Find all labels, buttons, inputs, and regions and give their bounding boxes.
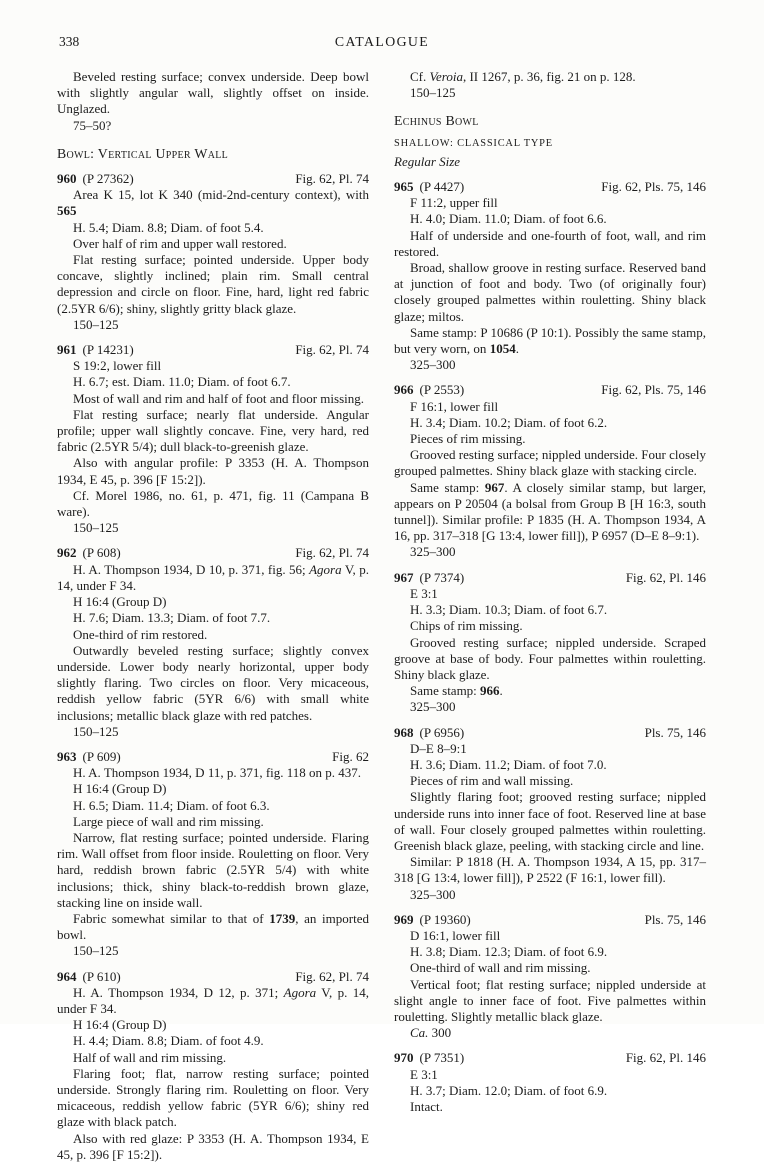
text-segment: . — [499, 683, 503, 699]
text-segment: Large piece of wall and rim missing. — [73, 813, 264, 829]
entry-paragraph — [394, 618, 706, 634]
entry-paragraph — [57, 911, 369, 943]
text-segment: 150–125 — [73, 316, 119, 332]
text-segment: Intact. — [410, 1098, 443, 1114]
text-segment: H. A. Thompson 1934, D 11, p. 371, fig. 118 on p. 437. — [73, 765, 362, 781]
entry-paragraph — [394, 415, 706, 431]
text-segment: H 16:4 (Group D) — [73, 781, 167, 797]
figure-plate-reference: Pls. 75, 146 — [644, 724, 706, 740]
entry-head — [57, 545, 369, 561]
text-segment: H 16:4 (Group D) — [73, 594, 167, 610]
text-segment: H. 3.7; Diam. 12.0; Diam. of foot 6.9. — [410, 1082, 608, 1098]
date-range — [394, 699, 706, 715]
date-range — [57, 317, 369, 333]
text-segment: H. 4.0; Diam. 11.0; Diam. of foot 6.6. — [410, 211, 607, 227]
entry-paragraph — [394, 683, 706, 699]
text-segment: H 16:4 (Group D) — [73, 1017, 167, 1033]
entry-paragraph — [57, 781, 369, 797]
date-range — [57, 520, 369, 536]
text-segment: . A closely similar stamp, but larger, appears on P 20504 (a bolsal from Group B [H 16:3, south tunnel]). Similar profile: P 1835 (H. A. Thompson 1934, A 16, pp. 317–318 [G 13:4, lower fill]), P 6957 (D–E 8–9:1). — [394, 479, 706, 544]
text-segment: D–E 8–9:1 — [410, 740, 467, 756]
date-range — [394, 85, 706, 101]
text-segment: One-third of wall and rim missing. — [410, 960, 591, 976]
text-segment: Chips of rim missing. — [410, 618, 523, 634]
entry-paragraph — [394, 480, 706, 545]
entry-head — [394, 1050, 706, 1066]
entry-paragraph — [57, 1131, 369, 1163]
entry-head — [394, 912, 706, 928]
catalogue-entry-965 — [394, 179, 706, 373]
entry-number-group — [394, 179, 464, 195]
body-paragraph — [57, 69, 369, 118]
text-segment: Also with angular profile: P 3353 (H. A. Thompson 1934, E 45, p. 396 [F 15:2]). — [57, 455, 369, 487]
text-segment: Flat resting surface; nearly flat underside. Angular profile; upper wall slightly concave. Fine, very hard, red fabric (2.5YR 5/4); dull black-to-greenish glaze. — [57, 406, 369, 455]
text-segment: 75–50? — [73, 117, 112, 133]
entry-paragraph — [394, 211, 706, 227]
entry-number-group — [57, 969, 121, 985]
entry-number: 970 — [394, 1050, 414, 1066]
text-segment: 565 — [57, 203, 77, 219]
figure-plate-reference: Pls. 75, 146 — [644, 911, 706, 927]
text-segment: Slightly flaring foot; grooved resting surface; nippled underside runs into inner face of foot. Reserved line at base of wall. Four closely grouped palmettes within rouletting. Greenish black glaze, peeling, with stacking circle and line. — [394, 789, 706, 853]
catalogue-entry-969 — [394, 912, 706, 1042]
entry-paragraph — [394, 773, 706, 789]
text-segment: Fabric somewhat similar to that of — [73, 910, 270, 926]
text-segment: 966 — [480, 683, 500, 699]
text-segment: 325–300 — [410, 886, 456, 902]
catalogue-entry-961 — [57, 342, 369, 536]
text-segment: 967 — [484, 479, 505, 495]
inventory-number: (P 7374) — [419, 569, 465, 585]
figure-plate-reference: Fig. 62, Pl. 146 — [625, 569, 706, 585]
entry-number-group — [394, 570, 464, 586]
text-segment: Outwardly beveled resting surface; slightly convex underside. Lower body nearly horizontal, upper body slightly flaring. Two circles on floor. Very micaceous, reddish yellow fabric (5YR 6/6) with small white inclusions; metallic black glaze with red patches. — [57, 642, 369, 723]
text-segment: H. 3.8; Diam. 12.3; Diam. of foot 6.9. — [410, 944, 608, 960]
entry-paragraph — [394, 741, 706, 757]
entry-paragraph — [394, 195, 706, 211]
entry-paragraph — [394, 928, 706, 944]
text-segment: Similar: P 1818 (H. A. Thompson 1934, A 15, pp. 317–318 [G 13:4, lower fill]), P 2522 (F 16:1, lower fill). — [394, 854, 706, 886]
entry-head — [394, 382, 706, 398]
section-heading: Bowl: Vertical Upper Wall — [57, 145, 229, 161]
text-segment: Grooved resting surface; nippled underside. Four closely grouped palmettes. Shiny black glaze with stacking circle. — [394, 447, 706, 479]
entry-paragraph — [57, 187, 369, 219]
date-range — [394, 887, 706, 903]
text-segment: Agora — [309, 561, 342, 577]
entry-number: 966 — [394, 382, 414, 398]
entry-number: 967 — [394, 569, 414, 585]
entry-paragraph — [57, 391, 369, 407]
text-columns — [57, 69, 707, 1163]
entry-paragraph — [57, 358, 369, 374]
text-segment: Narrow, flat resting surface; pointed underside. Flaring rim. Wall offset from floor inside. Rouletting on floor. Very hard, reddish brown fabric (2.5YR 5/4) with white inclusions; thick, shiny black-to-reddish brown glaze, stacking line on inside wall. — [57, 829, 369, 910]
text-segment: Area K 15, lot K 340 (mid-2nd-century context), with — [73, 187, 369, 203]
entry-number-group — [57, 545, 121, 561]
text-segment: . — [515, 341, 519, 357]
figure-plate-reference: Fig. 62, Pl. 74 — [295, 968, 369, 984]
entry-paragraph — [57, 765, 369, 781]
entry-paragraph — [57, 455, 369, 487]
catalogue-entry-964 — [57, 969, 369, 1163]
entry-number: 962 — [57, 545, 77, 561]
entry-paragraph — [394, 757, 706, 773]
text-segment: V, p. 14, under F 34. — [57, 984, 369, 1016]
entry-paragraph — [394, 1099, 706, 1115]
entry-paragraph — [394, 854, 706, 886]
text-segment: 1739 — [269, 910, 296, 926]
entry-paragraph — [57, 610, 369, 626]
text-segment: Half of wall and rim missing. — [73, 1049, 227, 1065]
text-segment: Most of wall and rim and half of foot and floor missing. — [73, 390, 365, 406]
text-segment: D 16:1, lower fill — [410, 927, 501, 943]
entry-head — [394, 570, 706, 586]
inventory-number: (P 2553) — [419, 382, 465, 398]
entry-paragraph — [394, 977, 706, 1026]
text-segment: H. 4.4; Diam. 8.8; Diam. of foot 4.9. — [73, 1033, 264, 1049]
text-segment: H. A. Thompson 1934, D 12, p. 371; — [73, 984, 284, 1000]
date-range — [57, 118, 369, 134]
entry-paragraph — [394, 1083, 706, 1099]
right-column — [394, 69, 706, 1115]
entry-number: 969 — [394, 911, 414, 927]
entry-head — [57, 969, 369, 985]
figure-plate-reference: Fig. 62, Pls. 75, 146 — [601, 179, 706, 195]
entry-head — [57, 171, 369, 187]
catalogue-entry-963 — [57, 749, 369, 960]
text-segment: 150–125 — [73, 943, 119, 959]
inventory-number: (P 7351) — [419, 1050, 465, 1066]
date-range — [394, 357, 706, 373]
entry-paragraph — [394, 228, 706, 260]
text-segment: H. 3.3; Diam. 10.3; Diam. of foot 6.7. — [410, 602, 608, 618]
text-segment: 150–125 — [410, 85, 456, 101]
text-segment: Same stamp: P 10686 (P 10:1). Possibly the same stamp, but very worn, on — [394, 324, 706, 357]
catalogue-entry-966 — [394, 382, 706, 560]
text-segment: H. 5.4; Diam. 8.8; Diam. of foot 5.4. — [73, 219, 264, 235]
text-segment: 1054 — [489, 341, 516, 357]
entry-paragraph — [394, 586, 706, 602]
entry-number: 961 — [57, 342, 77, 358]
text-segment: F 11:2, upper fill — [410, 195, 498, 211]
text-segment: Pieces of rim missing. — [410, 431, 526, 447]
date-range — [57, 724, 369, 740]
sub-heading: SHALLOW: CLASSICAL TYPE — [394, 137, 553, 149]
entry-paragraph — [394, 960, 706, 976]
inventory-number: (P 14231) — [82, 342, 134, 358]
entry-paragraph — [394, 789, 706, 854]
figure-plate-reference: Fig. 62, Pls. 75, 146 — [601, 382, 706, 398]
text-segment: H. A. Thompson 1934, D 10, p. 371, fig. 56; — [73, 561, 310, 577]
entry-paragraph — [57, 1066, 369, 1131]
date-range — [394, 544, 706, 560]
figure-plate-reference: Fig. 62, Pl. 146 — [625, 1050, 706, 1066]
text-segment: Cf. — [410, 69, 430, 84]
entry-paragraph — [394, 944, 706, 960]
inventory-number: (P 6956) — [419, 724, 465, 740]
section-heading: Echinus Bowl — [394, 113, 479, 129]
text-segment: Flaring foot; flat, narrow resting surface; pointed underside. Strongly flaring rim. Rouletting on floor. Very micaceous, reddish yellow fabric (5YR 6/6); shiny red glaze with black patch. — [57, 1065, 369, 1130]
text-segment: Cf. Morel 1986, no. 61, p. 471, fig. 11 (Campana B ware). — [57, 487, 369, 520]
text-segment: Broad, shallow groove in resting surface. Reserved band at junction of foot and body. Two (of originally four) closely grouped palmettes within rouletting. Shiny black glaze; miltos. — [394, 260, 706, 324]
inventory-number: (P 610) — [82, 968, 121, 984]
text-segment: , II 1267, p. 36, fig. 21 on p. 128. — [462, 69, 636, 84]
page-header — [57, 34, 707, 52]
text-segment: Flat resting surface; pointed underside. Upper body concave, slightly inclined; plain rim. Small central depression and circle on floor. Fine, hard, light red fabric (2.5YR 6/6); shiny, slightly gritty black glaze. — [57, 252, 369, 316]
entry-paragraph — [394, 325, 706, 357]
figure-plate-reference: Fig. 62, Pl. 74 — [295, 342, 369, 358]
entry-paragraph — [57, 1033, 369, 1049]
entry-number-group — [57, 342, 134, 358]
entry-paragraph — [394, 260, 706, 325]
entry-paragraph — [57, 643, 369, 724]
entry-number: 960 — [57, 171, 77, 187]
text-segment: 300 — [428, 1025, 452, 1041]
text-segment: H. 3.6; Diam. 11.2; Diam. of foot 7.0. — [410, 756, 607, 772]
text-segment: Over half of rim and upper wall restored. — [73, 235, 287, 251]
entry-paragraph — [57, 488, 369, 520]
text-segment: Ca. — [410, 1025, 429, 1041]
entry-number-group — [394, 912, 471, 928]
entry-number: 964 — [57, 968, 77, 984]
text-segment: E 3:1 — [410, 1066, 438, 1082]
left-column — [57, 69, 369, 1163]
inventory-number: (P 19360) — [419, 911, 471, 927]
figure-plate-reference: Fig. 62, Pl. 74 — [295, 545, 369, 561]
entry-paragraph — [57, 798, 369, 814]
entry-number-group — [394, 1050, 464, 1066]
entry-number-group — [57, 749, 121, 765]
text-segment: 150–125 — [73, 520, 119, 536]
text-segment: Same stamp: — [410, 683, 481, 699]
text-segment: H. 6.5; Diam. 11.4; Diam. of foot 6.3. — [73, 797, 270, 813]
text-segment: 150–125 — [73, 723, 119, 739]
entry-number: 965 — [394, 179, 414, 195]
entry-paragraph — [57, 594, 369, 610]
date-range — [57, 943, 369, 959]
page-number: 338 — [59, 34, 80, 49]
inventory-number: (P 27362) — [82, 171, 134, 187]
entry-head — [394, 725, 706, 741]
catalogue-entry-960 — [57, 171, 369, 333]
text-segment: Also with red glaze: P 3353 (H. A. Thompson 1934, E 45, p. 396 [F 15:2]). — [57, 1130, 369, 1162]
entry-paragraph — [394, 602, 706, 618]
entry-paragraph — [57, 814, 369, 830]
entry-number: 968 — [394, 724, 414, 740]
entry-paragraph — [394, 431, 706, 447]
date-range — [394, 1025, 706, 1041]
catalogue-entry-967 — [394, 570, 706, 716]
text-segment: Agora — [283, 984, 317, 1000]
inventory-number: (P 609) — [82, 748, 121, 764]
text-segment: 325–300 — [410, 544, 456, 560]
catalogue-entry-968 — [394, 725, 706, 903]
text-segment: 325–300 — [410, 699, 456, 715]
entry-number: 963 — [57, 748, 77, 764]
text-segment: Half of underside and one-fourth of foot, wall, and rim restored. — [394, 227, 706, 259]
entry-head — [57, 749, 369, 765]
entry-head — [57, 342, 369, 358]
entry-head — [394, 179, 706, 195]
entry-paragraph — [57, 1017, 369, 1033]
entry-paragraph — [57, 627, 369, 643]
text-segment: V, p. 14, under F 34. — [57, 561, 369, 593]
catalogue-entry-962 — [57, 545, 369, 739]
entry-paragraph — [394, 1067, 706, 1083]
text-segment: H. 7.6; Diam. 13.3; Diam. of foot 7.7. — [73, 610, 271, 626]
text-segment: H. 6.7; est. Diam. 11.0; Diam. of foot 6.7. — [73, 374, 291, 390]
entry-paragraph — [57, 236, 369, 252]
text-segment: H. 3.4; Diam. 10.2; Diam. of foot 6.2. — [410, 414, 608, 430]
text-segment: Grooved resting surface; nippled underside. Scraped groove at base of body. Four palmettes within rouletting. Shiny black glaze. — [394, 634, 706, 682]
size-heading: Regular Size — [394, 153, 461, 169]
text-segment: Same stamp: — [410, 479, 485, 495]
text-segment: Vertical foot; flat resting surface; nippled underside at slight angle to inner face of foot. Five palmettes within rouletting. Slightly metallic black glaze. — [394, 976, 706, 1024]
entry-paragraph — [57, 407, 369, 456]
entry-paragraph — [394, 635, 706, 684]
entry-paragraph — [57, 1050, 369, 1066]
text-segment: , an imported bowl. — [57, 910, 369, 943]
entry-number-group — [394, 382, 464, 398]
entry-paragraph — [57, 830, 369, 911]
entry-number-group — [57, 171, 134, 187]
figure-plate-reference: Fig. 62, Pl. 74 — [295, 171, 369, 187]
entry-paragraph — [57, 985, 369, 1017]
body-paragraph — [394, 69, 706, 85]
entry-paragraph — [57, 374, 369, 390]
text-segment: Beveled resting surface; convex underside. Deep bowl with slightly angular wall, slightly offset on inside. Unglazed. — [57, 69, 369, 117]
inventory-number: (P 4427) — [419, 179, 465, 195]
figure-plate-reference: Fig. 62 — [332, 748, 369, 764]
entry-number-group — [394, 725, 464, 741]
catalogue-entry-970 — [394, 1050, 706, 1115]
entry-paragraph — [394, 399, 706, 415]
text-segment: Pieces of rim and wall missing. — [410, 773, 574, 789]
entry-paragraph — [394, 447, 706, 479]
text-segment: E 3:1 — [410, 585, 438, 601]
entry-paragraph — [57, 220, 369, 236]
text-segment: One-third of rim restored. — [73, 626, 208, 642]
text-segment: F 16:1, lower fill — [410, 398, 499, 414]
text-segment: 325–300 — [410, 357, 456, 373]
text-segment: S 19:2, lower fill — [73, 358, 162, 374]
text-segment: Veroia — [429, 69, 463, 84]
entry-paragraph — [57, 562, 369, 594]
entry-paragraph — [57, 252, 369, 317]
page-title: CATALOGUE — [334, 34, 430, 49]
inventory-number: (P 608) — [82, 545, 121, 561]
